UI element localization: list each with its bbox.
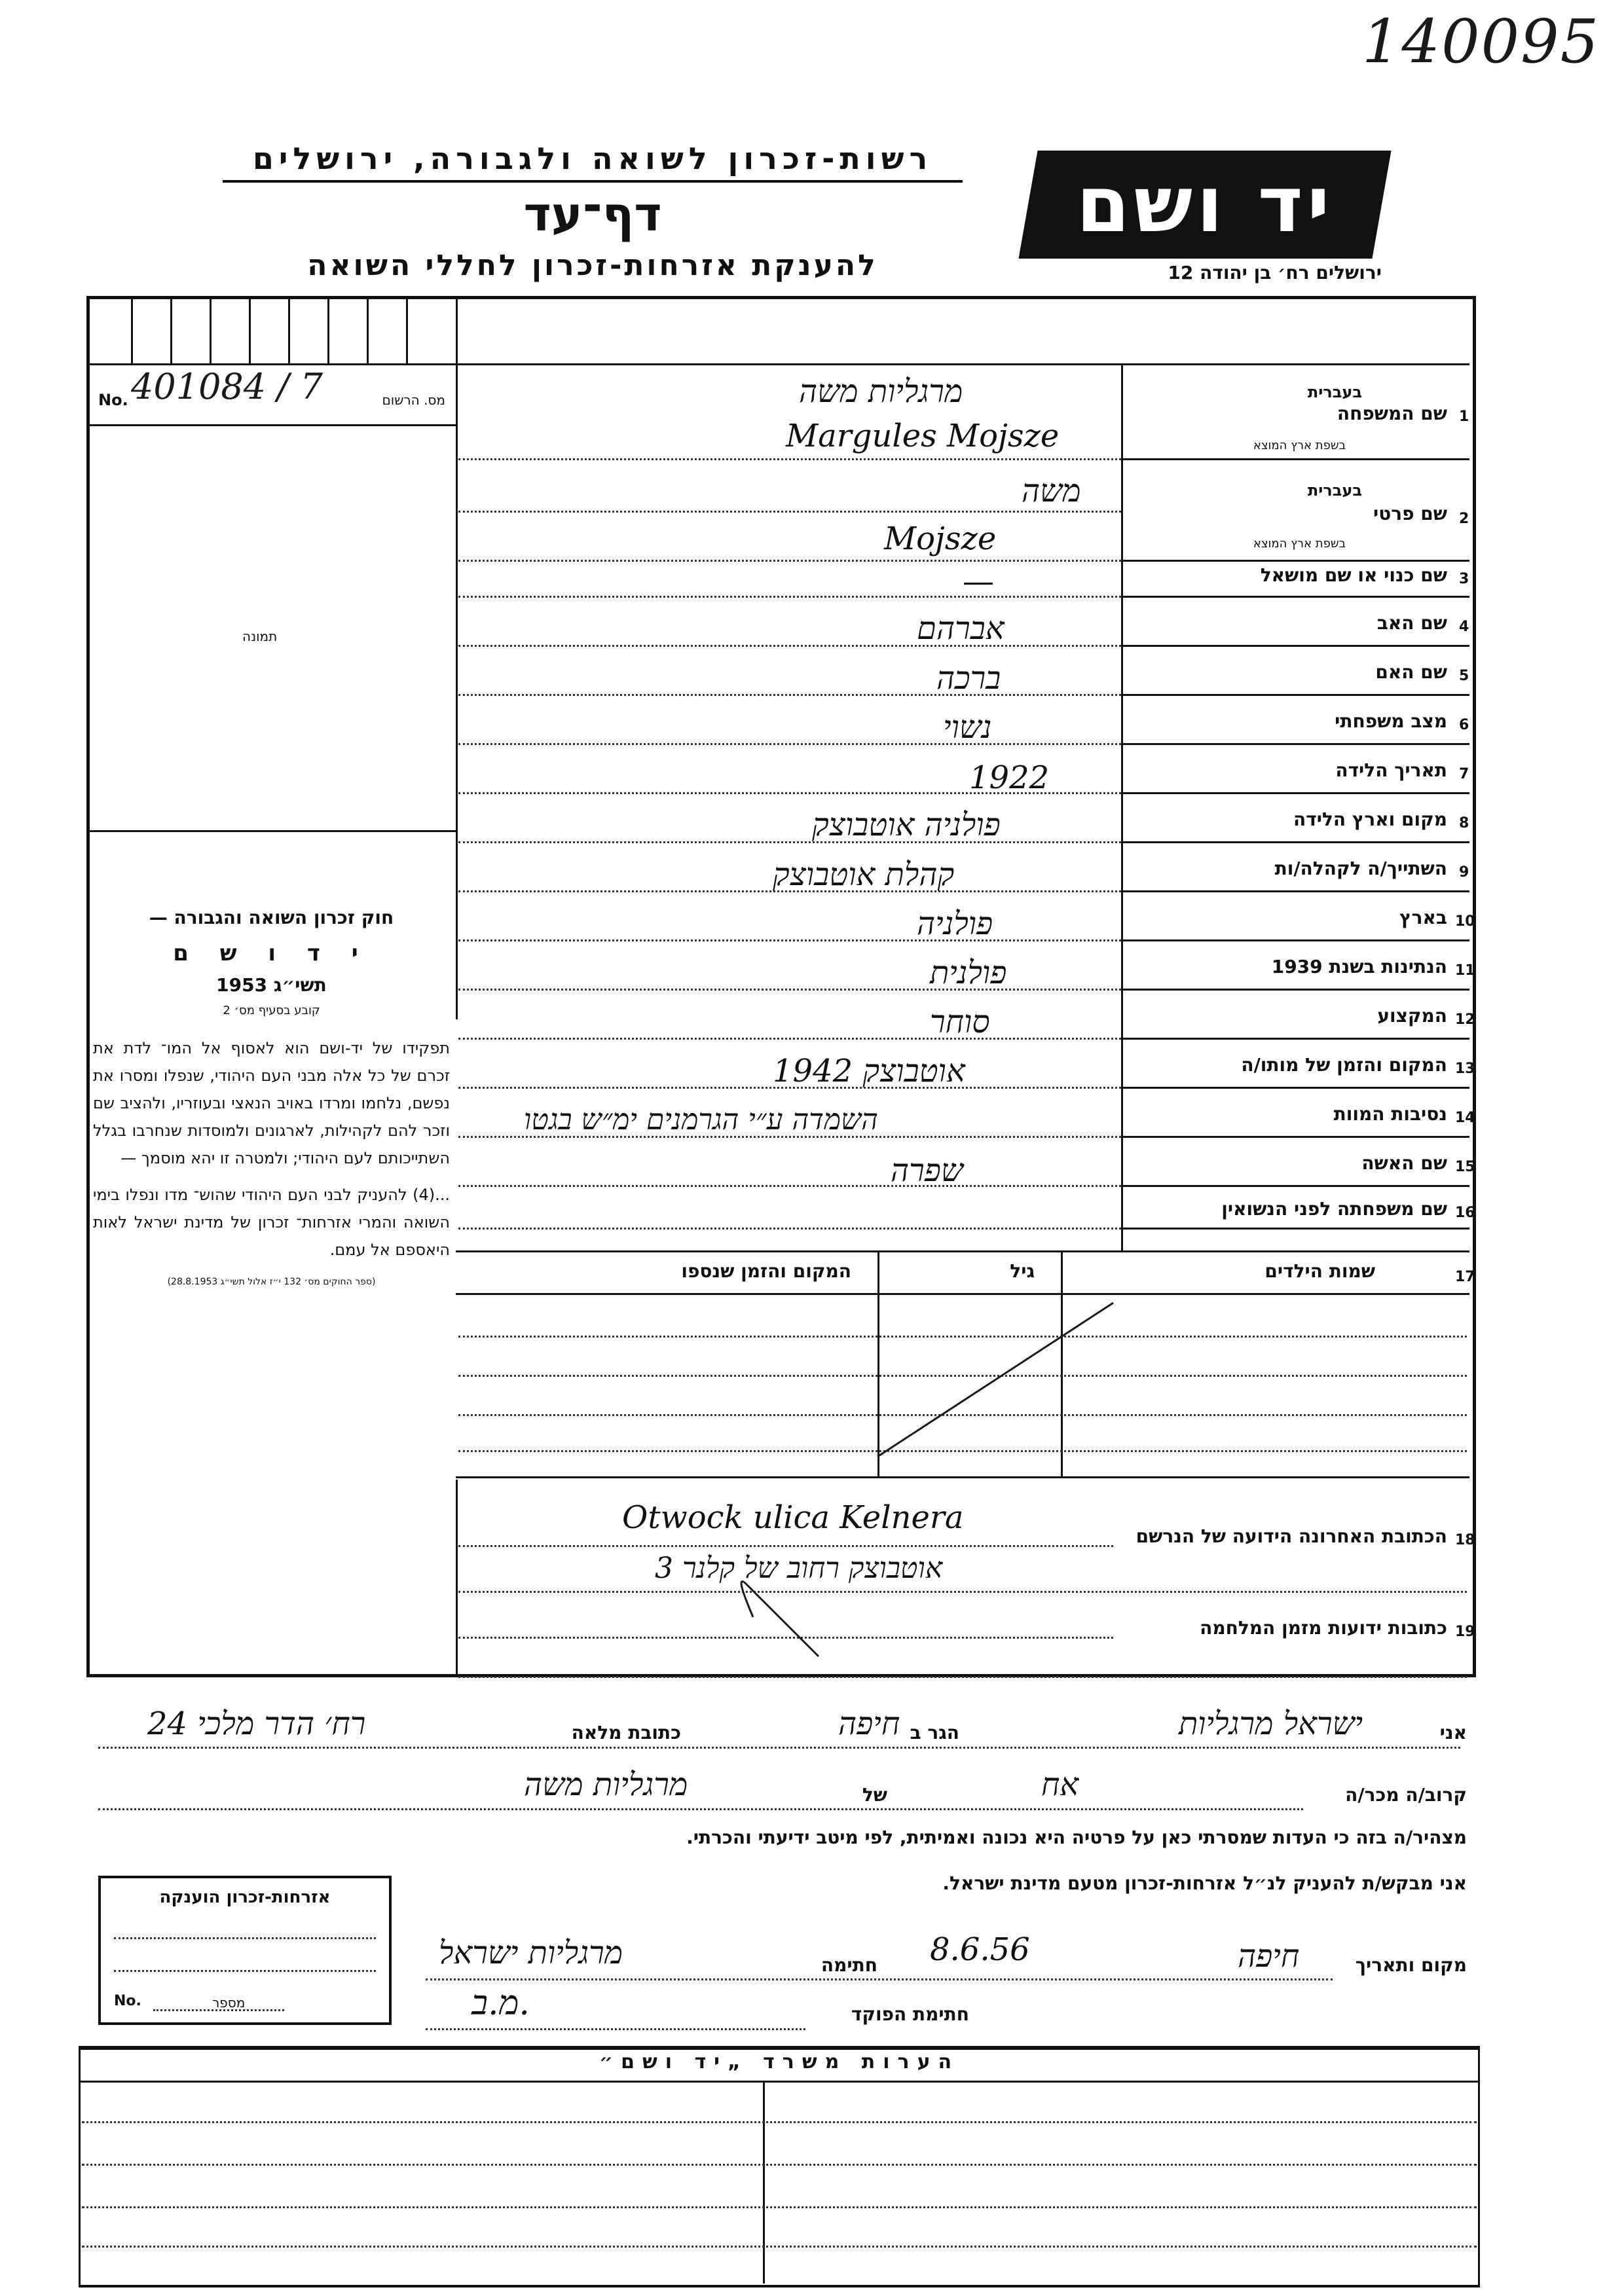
law-paragraph-2: ...(4) להעניק לבני העם היהודי שהוש־ מדו ונפלו בימי השואה והמרי אזרחות־ זכרון של מדינת ישראל לאות היאספם אל עמם. [93, 1186, 450, 1259]
law-citation: (ספר החוקים מס׳ 132 י״ז אלול תשי״ג 28.8.1953) [167, 1277, 376, 1287]
field-15-value[interactable]: שפרה [891, 1152, 963, 1189]
field-2-label: שם פרטי [1373, 503, 1447, 524]
officer-signature-value[interactable]: מ.ב. [471, 1984, 530, 2023]
notes-frame [79, 2046, 1480, 2287]
field-11-label: הנתינות בשנת 1939 [1271, 956, 1447, 977]
registration-value: 401084 / 7 [131, 366, 323, 407]
field-7-label: תאריך הלידה [1335, 759, 1447, 781]
field-9-number: 9 [1459, 864, 1469, 881]
declaration-request: אני מבקש/ת להעניק לנ״ל אזרחות-זכרון מטעם מדינת ישראל. [942, 1872, 1467, 1894]
field-6-number: 6 [1459, 717, 1469, 733]
field-16-number: 16 [1455, 1205, 1475, 1221]
relation-label: קרוב/ה מכר/ה [1345, 1784, 1467, 1806]
field-1-origin-value[interactable]: Margules Mojsze [786, 418, 1060, 454]
last-address-value[interactable]: Otwock ulica Kelnera [622, 1499, 964, 1536]
last-address-value-hebrew[interactable]: אוטבוצק רחוב של קלנר 3 [655, 1552, 943, 1585]
field-17-number: 17 [1455, 1269, 1475, 1285]
place-date-label: מקום ותאריך [1355, 1954, 1467, 1976]
declaration-statement: מצהיר/ה בזה כי העדות שמסרתי כאן על פרטיה היא נכונה ואמיתית, לפי מיטב ידיעתי והכרתי. [686, 1827, 1467, 1848]
signature-label: חתימה [821, 1954, 877, 1976]
law-paragraph-1: תפקידו של יד-ושם הוא לאסוף אל המו־ לדת את זכרם של כל אלה מבני העם היהודי, שנפלו ומסרו את נפשם, נלחמו ומרדו באויב הנאצי ובעוזריו, ולהציב שם וזכר להם לקהילות, לארגונים ולמוסדות שנחרבו בגלל השתייכותם לעם היהודי; ולמטרה זו יהא מוסמך — [93, 1039, 450, 1167]
children-age-header: גיל [1010, 1260, 1035, 1282]
field-3-label: שם כנוי או שם מושאל [1260, 564, 1447, 586]
field-1-number: 1 [1459, 409, 1469, 425]
resides-label: הגר ב [910, 1722, 959, 1743]
field-18-number: 18 [1455, 1532, 1475, 1548]
field-15-label: שם האשה [1361, 1152, 1447, 1174]
field-12-label: המקצוע [1377, 1005, 1447, 1027]
of-label: של [862, 1784, 887, 1806]
field-9-value[interactable]: קהלת אוטבוצק [773, 856, 955, 893]
office-notes-title: הערות משרד „יד ושם״ [599, 2050, 960, 2073]
form-subtitle: להענקת אזרחות-זכרון לחללי השואה [307, 249, 878, 282]
full-address-value[interactable]: רח׳ הדר מלכי 24 [147, 1705, 366, 1742]
ani-label: אני [1439, 1722, 1467, 1743]
field-2-number: 2 [1459, 511, 1469, 527]
field-6-value[interactable]: נשוי [943, 709, 992, 746]
logo-text: יד ושם [1076, 159, 1334, 249]
wartime-address-label: כתובות ידועות מזמן המלחמה [1200, 1617, 1447, 1639]
field-15-number: 15 [1455, 1159, 1475, 1175]
field-9-label: השתייך/ה לקהלה/ות [1274, 858, 1447, 879]
field-12-number: 12 [1455, 1011, 1475, 1028]
place-value[interactable]: חיפה [1238, 1938, 1300, 1975]
award-box [98, 1876, 392, 2025]
field-1-hebrew-value[interactable]: מרגליות משה [799, 373, 963, 410]
field-13-number: 13 [1455, 1061, 1475, 1077]
field-14-value[interactable]: השמדה ע״י הגרמנים ימ״ש בגטו [524, 1103, 878, 1137]
law-year: תשי״ג 1953 [216, 974, 327, 996]
field-3-value[interactable]: — [963, 563, 994, 600]
last-address-label: הכתובת האחרונה הידועה של הנרשם [1135, 1525, 1447, 1547]
field-5-number: 5 [1459, 668, 1469, 684]
field-3-number: 3 [1459, 571, 1469, 587]
field-12-value[interactable]: סוחר [930, 1004, 990, 1040]
relation-value[interactable]: אח [1041, 1766, 1079, 1803]
award-title: אזרחות-זכרון הוענקה [159, 1887, 331, 1907]
field-14-label: נסיבות המוות [1333, 1103, 1447, 1125]
field-13-value[interactable]: אוטבוצק 1942 [773, 1053, 965, 1089]
field-16-label: שם משפחתה לפני הנשואין [1221, 1198, 1447, 1220]
field-7-value[interactable]: 1922 [969, 759, 1050, 796]
field-10-number: 10 [1455, 913, 1475, 930]
field-4-value[interactable]: אברהם [917, 610, 1005, 647]
law-section: קובע בסעיף מס׳ 2 [223, 1004, 320, 1017]
declarant-name[interactable]: ישראל מרגליות [1179, 1705, 1363, 1742]
field-13-label: המקום והזמן של מותו/ה [1241, 1054, 1447, 1076]
field-2-hebrew-value[interactable]: משה [1022, 473, 1081, 509]
date-value[interactable]: 8.6.56 [930, 1931, 1030, 1968]
children-place-header: המקום והזמן שנספו [681, 1260, 851, 1282]
field-4-label: שם האב [1376, 612, 1447, 634]
photo-label: תמונה [242, 629, 278, 644]
field-14-number: 14 [1455, 1110, 1475, 1126]
field-19-number: 19 [1455, 1624, 1475, 1640]
field-8-number: 8 [1459, 815, 1469, 831]
field-10-label: בארץ [1399, 907, 1447, 928]
field-5-label: שם האם [1375, 661, 1447, 683]
full-address-label: כתובת מלאה [571, 1722, 681, 1743]
law-name: י ד ו ש ם [173, 940, 370, 966]
no-label: No. [98, 391, 128, 409]
field-11-value[interactable]: פולנית [930, 955, 1007, 991]
resides-value[interactable]: חיפה [838, 1705, 900, 1742]
award-no-label: No. [114, 1993, 141, 2009]
form-title: דף־עד [523, 187, 662, 242]
field-11-number: 11 [1455, 962, 1475, 979]
field-2-origin-value[interactable]: Mojsze [884, 520, 997, 557]
field-10-value[interactable]: פולניה [917, 905, 993, 942]
field-2-origin-sublabel: בשפת ארץ המוצא [1253, 537, 1346, 551]
field-1-origin-sublabel: בשפת ארץ המוצא [1253, 439, 1346, 452]
field-2-hebrew-sublabel: בעברית [1307, 481, 1362, 500]
field-4-number: 4 [1459, 619, 1469, 635]
header-address: ירושלים רח׳ בן יהודה 12 [1168, 262, 1382, 283]
field-8-label: מקום וארץ הלידה [1293, 809, 1447, 830]
field-6-label: מצב משפחתי [1335, 710, 1447, 732]
field-1-hebrew-sublabel: בעברית [1307, 383, 1362, 401]
field-7-number: 7 [1459, 766, 1469, 782]
field-5-value[interactable]: ברכה [936, 660, 1001, 697]
field-8-value[interactable]: פולניה אוטבוצק [812, 807, 1001, 843]
field-1-label: שם המשפחה [1337, 403, 1447, 424]
law-title: חוק זכרון השואה והגבורה — [149, 907, 394, 928]
officer-signature-label: חתימת הפוקד [851, 2003, 969, 2025]
archive-number: 140095 [1362, 7, 1600, 77]
of-value[interactable]: מרגליות משה [524, 1766, 688, 1803]
children-names-header: שמות הילדים [1264, 1260, 1375, 1282]
registration-label: מס. הרשום [382, 392, 445, 408]
award-num-label: מספר [212, 1995, 246, 2011]
authority-title: רשות-זכרון לשואה ולגבורה, ירושלים [223, 141, 963, 183]
signature-value[interactable]: מרגליות ישראל [439, 1935, 623, 1971]
